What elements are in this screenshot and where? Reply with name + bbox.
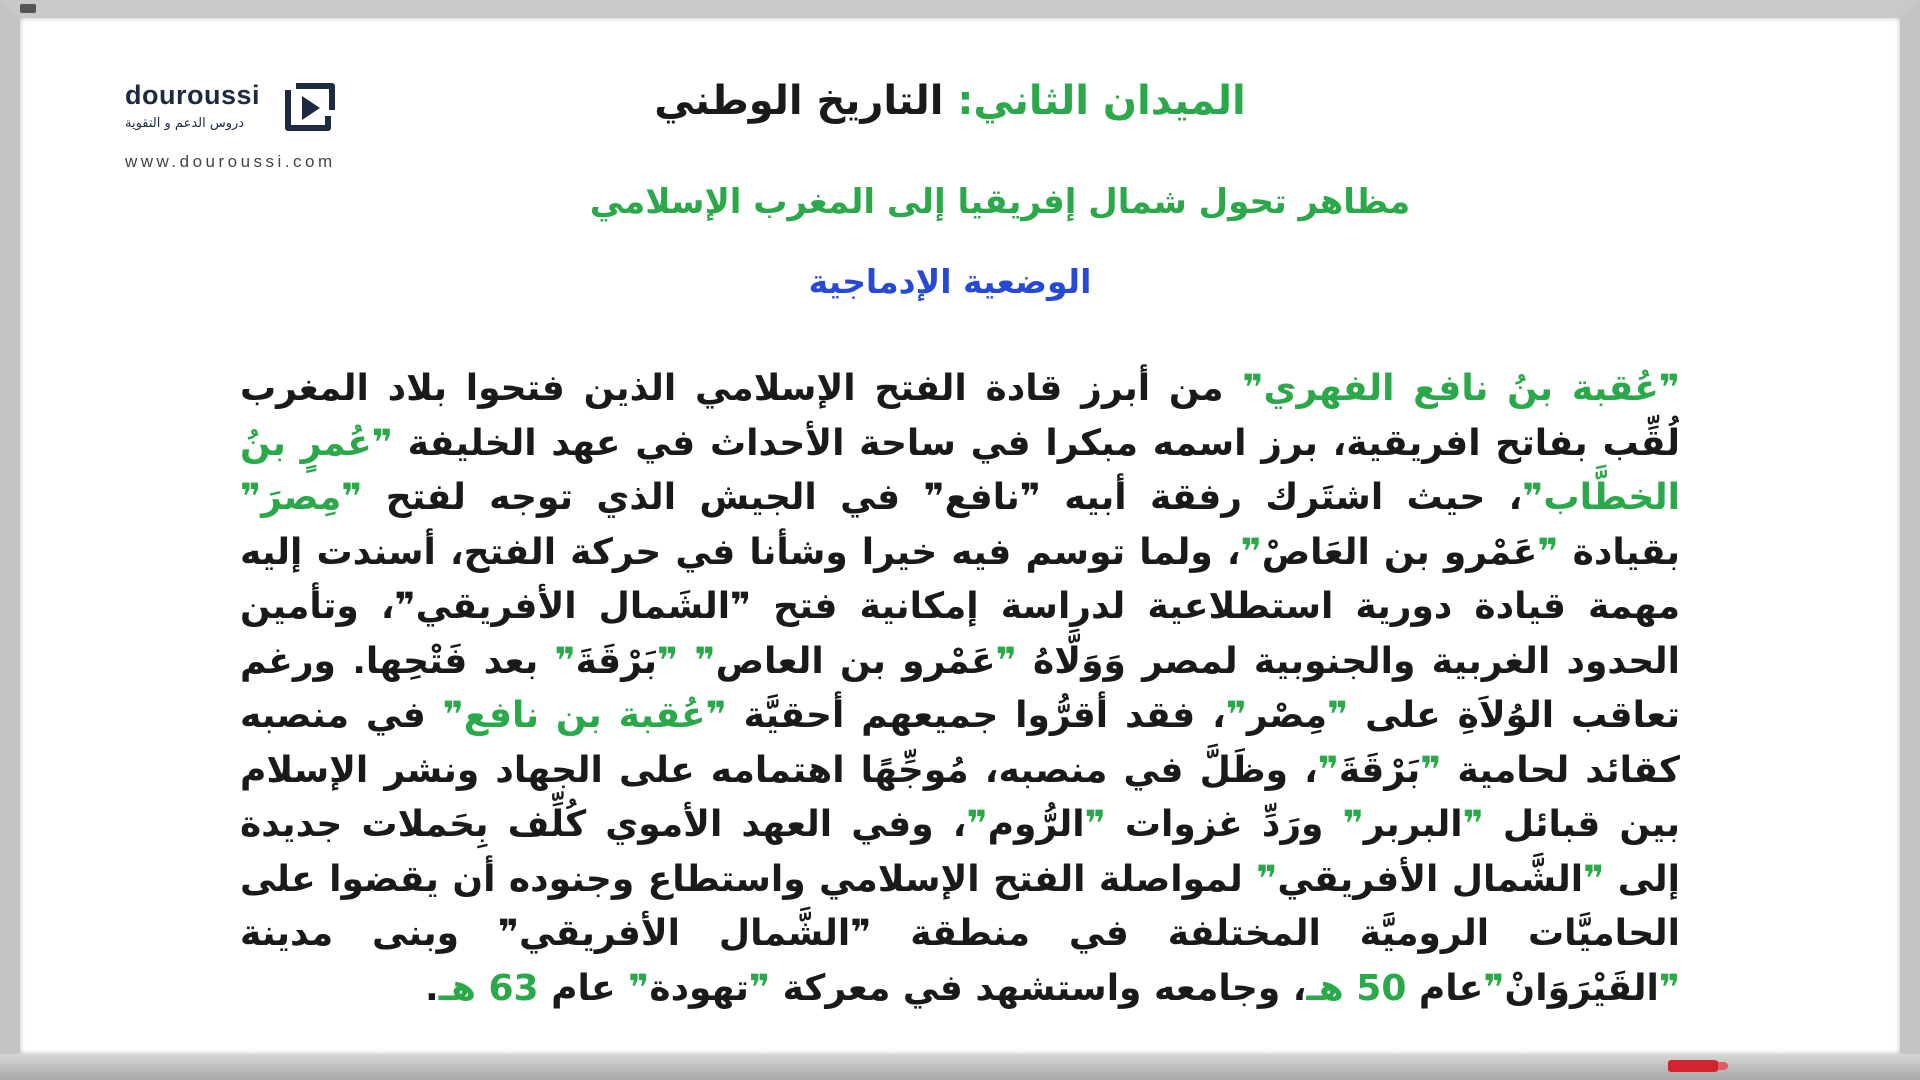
brand-logo[interactable] (125, 80, 385, 170)
highlighted-term: ❞عُقبة بنُ نافع الفهري❞ (1242, 368, 1681, 409)
highlighted-term: ❞ (694, 640, 716, 682)
marker-pen-icon (1668, 1060, 1720, 1072)
highlighted-term: ❞ (1225, 695, 1247, 736)
body-text-segment: البربر (1363, 804, 1463, 845)
highlighted-term: ❞ (1317, 749, 1339, 791)
highlighted-term: ❞ (1420, 749, 1442, 791)
body-text-segment: ، وفي العهد الأموي كُلِّف بِحَملات جديدة إلى (240, 804, 1681, 900)
highlighted-term: ❞ (1342, 804, 1364, 845)
body-text-segment: ، وجامعه واستشهد في معركة (770, 967, 1307, 1009)
highlighted-term: ❞ (1240, 531, 1262, 573)
highlighted-term: ❞ (966, 804, 988, 845)
highlighted-term: ❞ (1583, 858, 1605, 900)
body-text-segment: ، ولما توسم فيه خيرا وشأنا في حركة الفتح، أسندت إليه مهمة قيادة دورية استطلاعية لدراسة إمكانية فتح ❞الشَمال الأفريقي❞، وتأمين الحدود الغربية والجنوبية لمصر وَوَلَّاهُ (240, 531, 1681, 682)
body-text-segment: بَرْقَةَ (575, 640, 657, 682)
page-title (600, 78, 1300, 124)
body-text-segment: بقيادة (1558, 531, 1680, 573)
body-paragraph (240, 362, 1681, 1009)
highlighted-term: ❞ (1658, 967, 1680, 1009)
title-prefix: الميدان الثاني: (957, 78, 1246, 124)
highlighted-term: ❞عُمرٍ بنُ الخطَّاب❞ (240, 422, 1680, 518)
logo-tagline: دروس الدعم و التقوية (125, 116, 245, 131)
logo-url: www.douroussi.com (125, 152, 336, 171)
body-text-segment: عام (1406, 967, 1484, 1009)
body-text-segment: عام (538, 967, 629, 1009)
highlighted-term: ❞عُقبة بن نافع❞ (442, 695, 727, 736)
body-text-segment: في منصبه كقائد لحامية (240, 695, 1680, 791)
title-main: التاريخ الوطني (654, 78, 958, 124)
body-text-segment: مِصْر (1246, 695, 1328, 736)
highlighted-term: ❞ (1462, 804, 1484, 845)
body-text-segment: الشَّمال الأفريقي (1277, 858, 1584, 900)
highlighted-term: ❞ (1256, 858, 1278, 900)
whiteboard-tray (0, 1054, 1920, 1080)
body-text-segment: لمواصلة الفتح الإسلامي واستطاع وجنوده أن يقضوا على الحاميَّات الروميَّة المختلفة في منطقة ❞الشَّمال الأفريقي❞ وبنى مدينة (240, 858, 1680, 954)
body-text-segment: عَمْرو بن العَاصْ (1261, 531, 1538, 573)
highlighted-term: ❞ (995, 640, 1017, 682)
body-text-segment: . (425, 967, 439, 1009)
highlighted-term: ❞ (1084, 804, 1106, 845)
section-heading: الوضعية الإدماجية (808, 262, 1092, 301)
highlighted-term: ❞ (748, 967, 771, 1009)
body-text-segment: بعد فَتْحِها. ورغم تعاقب الوُلاَةِ على (240, 640, 1680, 736)
highlighted-term: 63 هـ (438, 967, 539, 1009)
highlighted-term: 50 هـ (1306, 967, 1407, 1009)
highlighted-term: ❞مِصرَ❞ (240, 477, 363, 518)
highlighted-term: ❞ (628, 967, 650, 1009)
body-text-segment: ، وظَلَّ في منصبه، مُوجِّهًا اهتمامه على الجهاد ونشر الإسلام بين قبائل (240, 749, 1680, 845)
highlighted-term: ❞ (657, 640, 679, 682)
body-text-segment: ورَدِّ غزوات (1105, 804, 1343, 845)
marker-pen-tip (1718, 1062, 1728, 1070)
body-text-segment: تهودة (649, 967, 749, 1009)
body-text-segment: الرُّوم (987, 804, 1085, 845)
highlighted-term: ❞ (1327, 695, 1349, 736)
highlighted-term: ❞ (1483, 967, 1505, 1009)
body-text-segment (678, 641, 694, 682)
body-text-segment: بَرْقَةَ (1338, 749, 1421, 791)
play-button-icon (282, 82, 338, 134)
body-text-segment: من أبرز قادة الفتح الإسلامي الذين فتحوا بلاد المغرب لُقِّب بفاتح افريقية، برز اسمه مبكرا في ساحة الأحداث في عهد الخليفة (240, 368, 1680, 464)
body-text-segment: عَمْرو بن العاص (715, 640, 996, 682)
logo-wordmark: douroussi (125, 80, 261, 110)
highlighted-term: ❞ (554, 640, 576, 682)
body-text-segment: ، حيث اشتَرك رفقة أبيه ❞نافع❞ في الجيش الذي توجه لفتح (362, 477, 1523, 518)
body-text-segment: ، فقد أقرُّوا جميعهم أحقيَّة (726, 695, 1226, 736)
highlighted-term: ❞ (1537, 531, 1559, 573)
lesson-subtitle: مظاهر تحول شمال إفريقيا إلى المغرب الإسلامي (589, 182, 1411, 222)
body-text-segment: القَيْرَوَانْ (1504, 967, 1659, 1009)
frame-corner-tag (20, 4, 36, 13)
